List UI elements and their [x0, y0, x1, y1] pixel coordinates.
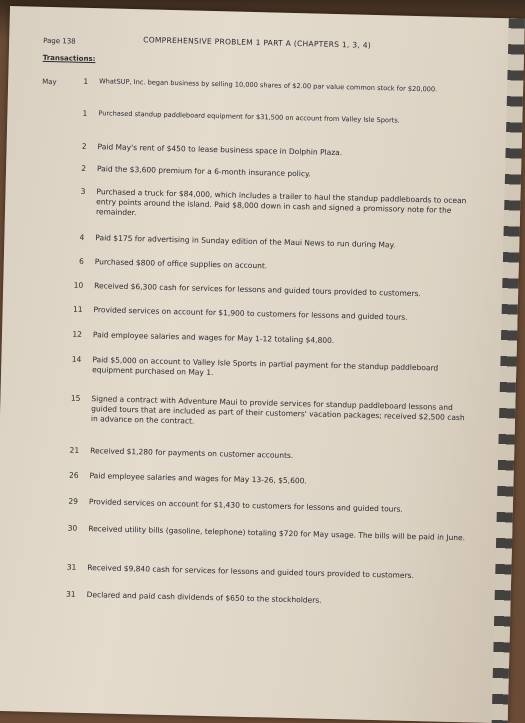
transaction-row	[30, 562, 470, 581]
spiral-binding	[492, 18, 525, 723]
transaction-day: 26	[68, 470, 79, 480]
transaction-row	[38, 256, 478, 271]
transaction-text: Paid $175 for advertising in Sunday edition of the Maui News to run during May.	[95, 233, 396, 250]
transaction-row	[32, 496, 472, 514]
transaction-text: Received utility bills (gasoline, telephone) totaling $720 for May usage. The bills will be paid in June.	[88, 524, 466, 543]
page-number: Page 138	[43, 36, 76, 46]
transaction-day: 3	[80, 186, 86, 196]
transaction-row	[36, 354, 476, 378]
transaction-text: Paid the $3,600 premium for a 6-month insurance policy.	[96, 164, 311, 179]
transaction-row	[33, 445, 473, 461]
transaction-row	[37, 304, 477, 322]
transaction-row	[35, 393, 475, 426]
transaction-day: 29	[68, 496, 79, 506]
transaction-day: 1	[83, 76, 89, 86]
problem-title: COMPREHENSIVE PROBLEM 1 PART A (CHAPTERS 1, 3, 4)	[143, 35, 372, 50]
transaction-text: Purchased standup paddleboard equipment for $31,500 on account from Valley Isle Sports.	[98, 109, 400, 125]
transaction-text: Provided services on account for $1,900 to customers for lessons and guided tours.	[93, 305, 408, 322]
transaction-day: 21	[69, 445, 80, 455]
transaction-text: Paid employee salaries and wages for May 13-26, $5,600.	[89, 471, 307, 486]
transaction-text: Provided services on account for $1,430 to customers for lessons and guided tours.	[88, 497, 403, 514]
transaction-text: Paid May's rent of $450 to lease business space in Dolphin Plaza.	[97, 142, 343, 158]
transaction-row	[42, 76, 482, 94]
transaction-row	[37, 280, 477, 299]
transaction-text: Purchased a truck for $84,000, which includes a trailer to haul the standup paddleboards to ocean entry points around the island. Paid $8,000 down in cash and signed a promissory note for the remainder.	[95, 187, 467, 218]
transaction-text: Purchased $800 of office supplies on account.	[94, 257, 268, 271]
transaction-text: Paid employee salaries and wages for May 1-12 totaling $4,800.	[92, 330, 335, 346]
transaction-row	[38, 232, 478, 250]
transaction-row	[30, 589, 470, 605]
transaction-day: 2	[81, 141, 87, 151]
month-label: May	[42, 77, 57, 87]
transaction-day: 14	[71, 354, 82, 364]
transaction-text: WhatSUP, Inc. began business by selling 10,000 shares of $2.00 par value common stock for $20,000.	[99, 77, 438, 94]
transaction-row	[31, 523, 471, 543]
transactions-heading: Transactions:	[42, 53, 96, 64]
transaction-row	[33, 470, 473, 486]
textbook-page	[0, 6, 525, 723]
transaction-row	[36, 329, 476, 346]
transaction-day: 11	[72, 304, 83, 314]
transaction-day: 10	[73, 280, 84, 290]
transaction-day: 15	[70, 393, 81, 403]
transaction-row	[40, 186, 480, 218]
transaction-day: 31	[66, 562, 77, 572]
transaction-row	[42, 108, 482, 125]
transaction-day: 12	[72, 329, 83, 339]
transaction-text: Received $9,840 cash for services for lessons and guided tours provided to customers.	[87, 563, 415, 581]
transaction-day: 1	[82, 108, 88, 118]
transaction-text: Signed a contract with Adventure Maui to provide services for standup paddleboard lessons and guided tours that are included as part of their customers' vacation packages; received $2,500 cash in advance on the contract.	[90, 394, 465, 426]
page-content	[42, 29, 483, 605]
transaction-day: 2	[81, 163, 87, 173]
transaction-text: Declared and paid cash dividends of $650 to the stockholders.	[86, 590, 322, 605]
transaction-day: 4	[79, 232, 85, 242]
transaction-day: 6	[78, 256, 84, 266]
transaction-row	[41, 141, 481, 158]
transaction-row	[40, 163, 480, 179]
transaction-text: Received $1,280 for payments on customer accounts.	[90, 446, 294, 461]
transaction-text: Paid $5,000 on account to Valley Isle Sports in partial payment for the standup paddleboard equipment purchased on May 1.	[92, 355, 439, 378]
transaction-day: 30	[67, 523, 78, 533]
transaction-text: Received $6,300 cash for services for lessons and guided tours provided to customers.	[94, 281, 421, 299]
transaction-day: 31	[65, 589, 76, 599]
